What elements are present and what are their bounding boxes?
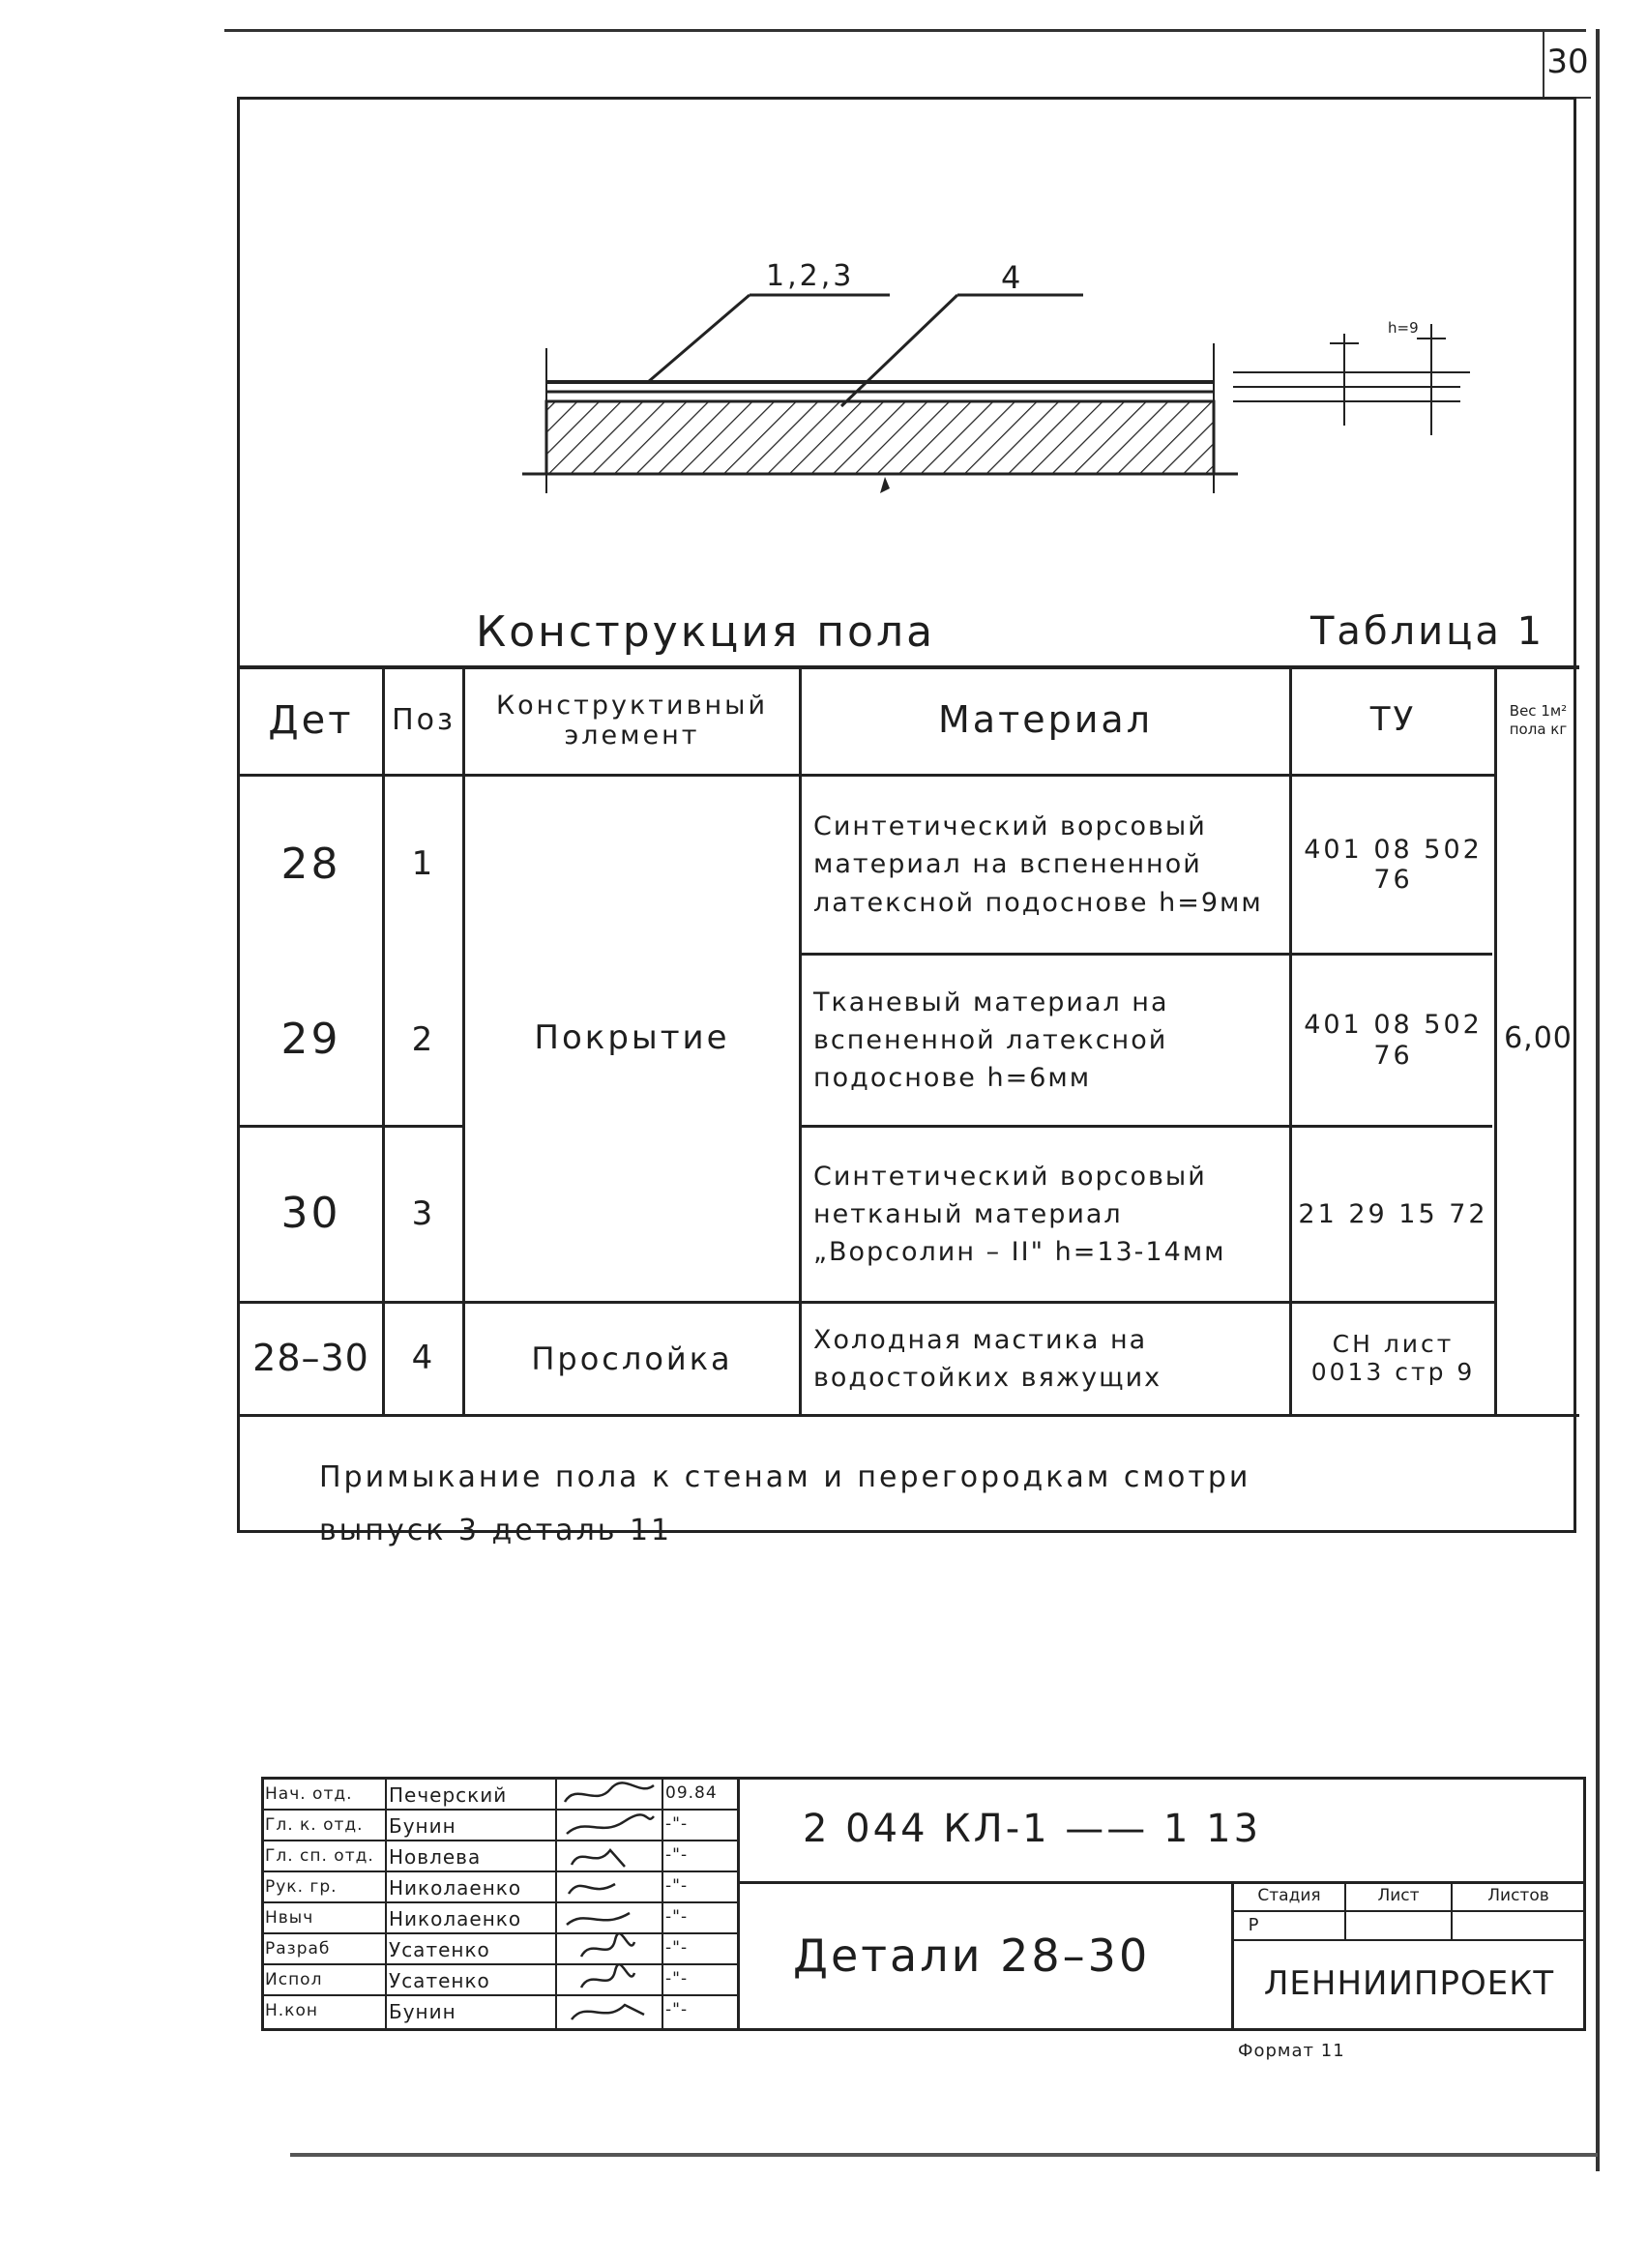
merged-element-coating: Покрытие bbox=[534, 1018, 730, 1058]
stage-value: Р bbox=[1248, 1914, 1259, 1935]
signature-role: Рук. гр. bbox=[265, 1877, 338, 1897]
header-weight: Вес 1м² пола кг bbox=[1509, 702, 1568, 738]
signature-date: -"- bbox=[665, 1845, 689, 1865]
sheet-top-rule bbox=[224, 29, 1586, 32]
table-caption: Таблица 1 bbox=[1310, 609, 1545, 654]
signature-row bbox=[263, 1780, 737, 1811]
signature-name: Бунин bbox=[389, 1814, 456, 1838]
table-row-4-material: Холодная мастика на водостойких вяжущих bbox=[813, 1324, 1162, 1393]
signature-name: Печерский bbox=[389, 1783, 508, 1807]
table-row-3-tu: 21 29 15 72 bbox=[1298, 1198, 1488, 1229]
signature-name: Николаенко bbox=[389, 1907, 522, 1930]
header-pos: Поз bbox=[392, 702, 456, 737]
signature-name: Николаенко bbox=[389, 1876, 522, 1900]
sheet-title: Детали 28–30 bbox=[793, 1929, 1151, 1982]
table-row-4-pos: 4 bbox=[411, 1339, 436, 1378]
signature-name: Бунин bbox=[389, 2000, 456, 2023]
signature-row bbox=[263, 1811, 737, 1841]
organization-name: ЛЕННИИПРОЕКТ bbox=[1263, 1964, 1555, 2004]
table-row-3-det: 30 bbox=[280, 1189, 341, 1239]
table-row-1-material: Синтетический ворсовый материал на вспененной латексной подоснове h=9мм bbox=[813, 811, 1263, 918]
signature-date: -"- bbox=[665, 1969, 689, 1988]
signature-name: Усатенко bbox=[389, 1938, 490, 1961]
table-row-3-material: Синтетический ворсовый нетканый материал „Ворсолин – II" h=13-14мм bbox=[813, 1161, 1226, 1268]
dim-label: h=9 bbox=[1388, 319, 1419, 337]
sheet-number: 30 bbox=[1543, 29, 1591, 99]
table-row-2-tu: 401 08 502 76 bbox=[1304, 1010, 1483, 1071]
header-element: Конструктивный элемент bbox=[495, 690, 769, 751]
sheet-label: Лист bbox=[1377, 1886, 1420, 1906]
signature-name: Новлева bbox=[389, 1845, 482, 1869]
table-row-4-element: Прослойка bbox=[531, 1340, 733, 1377]
signature-row bbox=[263, 1841, 737, 1872]
signature-row bbox=[263, 1934, 737, 1965]
signature-scribbles bbox=[557, 1778, 662, 2029]
signature-date: 09.84 bbox=[665, 1783, 718, 1803]
drawing-code: 2 044 КЛ-1 —— 1 13 bbox=[803, 1807, 1262, 1851]
signature-date: -"- bbox=[665, 1814, 689, 1834]
table-row-2-det: 29 bbox=[280, 1015, 341, 1065]
merged-weight: 6,00 bbox=[1504, 1020, 1573, 1055]
signature-role: Гл. сп. отд. bbox=[265, 1846, 374, 1866]
signature-name: Усатенко bbox=[389, 1969, 490, 1992]
signature-row bbox=[263, 1903, 737, 1934]
header-det: Дет bbox=[268, 698, 354, 743]
table-row-1-tu: 401 08 502 76 bbox=[1304, 834, 1483, 895]
sheet-bottom-rule bbox=[290, 2153, 1598, 2157]
signature-row bbox=[263, 1872, 737, 1903]
table-row-2-pos: 2 bbox=[411, 1019, 436, 1059]
table-row-3-pos: 3 bbox=[411, 1193, 436, 1233]
signature-role: Н.кон bbox=[265, 2001, 318, 2020]
note-line-2: выпуск 3 деталь 11 bbox=[319, 1514, 673, 1547]
signature-date: -"- bbox=[665, 1876, 689, 1896]
note-line-1: Примыкание пола к стенам и перегородкам смотри bbox=[319, 1460, 1251, 1494]
stage-label: Стадия bbox=[1257, 1886, 1321, 1906]
signature-role: Разраб bbox=[265, 1939, 331, 1959]
sheet-right-rule bbox=[1596, 29, 1600, 2171]
table-row-1-det: 28 bbox=[280, 839, 341, 889]
header-material: Материал bbox=[938, 698, 1153, 742]
table-row-1-pos: 1 bbox=[411, 844, 436, 884]
signature-date: -"- bbox=[665, 1938, 689, 1958]
signature-role: Нвыч bbox=[265, 1908, 314, 1928]
signature-role: Нач. отд. bbox=[265, 1784, 353, 1804]
table-title: Конструкция пола bbox=[476, 607, 936, 657]
header-tu: ТУ bbox=[1369, 700, 1417, 740]
table-row-2-material: Тканевый материал на вспененной латексной подоснове h=6мм bbox=[813, 987, 1169, 1094]
signature-date: -"- bbox=[665, 2000, 689, 2019]
signature-row bbox=[263, 1965, 737, 1996]
table-row-4-tu: СН лист 0013 стр 9 bbox=[1310, 1330, 1476, 1386]
label-screed: 4 bbox=[1001, 259, 1024, 296]
sheets-label: Листов bbox=[1487, 1886, 1549, 1906]
signature-row bbox=[263, 1996, 737, 2027]
format-label: Формат 11 bbox=[1238, 2041, 1345, 2061]
signature-role: Гл. к. отд. bbox=[265, 1815, 364, 1835]
label-layers: 1,2,3 bbox=[766, 259, 855, 293]
table-row-4-det: 28–30 bbox=[252, 1337, 369, 1380]
signature-date: -"- bbox=[665, 1907, 689, 1927]
signature-role: Испол bbox=[265, 1970, 323, 1989]
